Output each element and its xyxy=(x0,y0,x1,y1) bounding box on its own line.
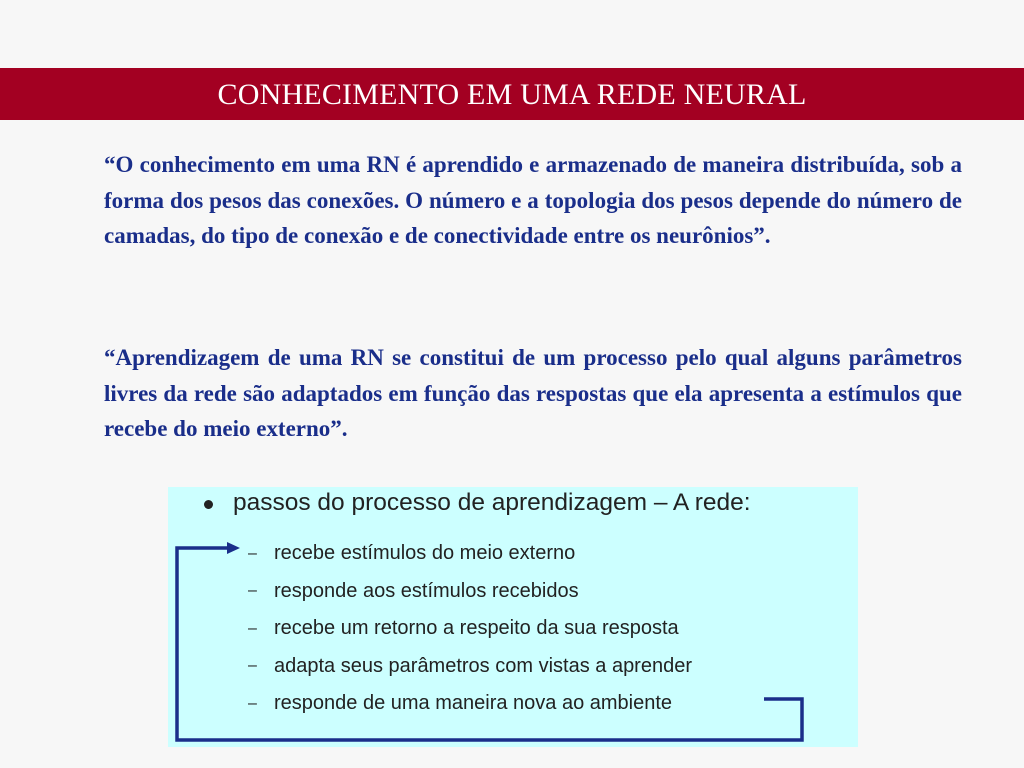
step-text: recebe estímulos do meio externo xyxy=(274,542,576,565)
learning-steps-box xyxy=(168,487,858,747)
bullet-icon xyxy=(204,500,213,509)
dash-icon: – xyxy=(248,544,257,562)
list-item xyxy=(248,535,692,573)
steps-heading-text: passos do processo de aprendizagem – A rede: xyxy=(233,489,751,516)
step-text: adapta seus parâmetros com vistas a aprender xyxy=(274,654,692,677)
steps-heading xyxy=(204,489,751,517)
title-bar xyxy=(0,68,1024,120)
list-item xyxy=(248,573,692,611)
step-text: responde aos estímulos recebidos xyxy=(274,579,579,602)
dash-icon: – xyxy=(248,619,257,637)
list-item xyxy=(248,648,692,686)
slide-title: CONHECIMENTO EM UMA REDE NEURAL xyxy=(217,78,807,111)
dash-icon: – xyxy=(248,694,257,712)
list-item xyxy=(248,685,692,723)
paragraph-knowledge: “O conhecimento em uma RN é aprendido e armazenado de maneira distribuída, sob a forma dos pesos das conexões. O número e a topologia dos pesos depende do número de camadas, do tipo de conexão e de conectividade entre os neurônios”. xyxy=(104,152,962,248)
list-item xyxy=(248,610,692,648)
dash-icon: – xyxy=(248,657,257,675)
step-text: recebe um retorno a respeito da sua resposta xyxy=(274,617,679,640)
step-text: responde de uma maneira nova ao ambiente xyxy=(274,692,673,715)
dash-icon: – xyxy=(248,582,257,600)
paragraph-learning: “Aprendizagem de uma RN se constitui de um processo pelo qual alguns parâmetros livres da rede são adaptados em função das respostas que ela apresenta a estímulos que recebe do meio externo”. xyxy=(104,345,962,441)
steps-list xyxy=(248,535,692,723)
